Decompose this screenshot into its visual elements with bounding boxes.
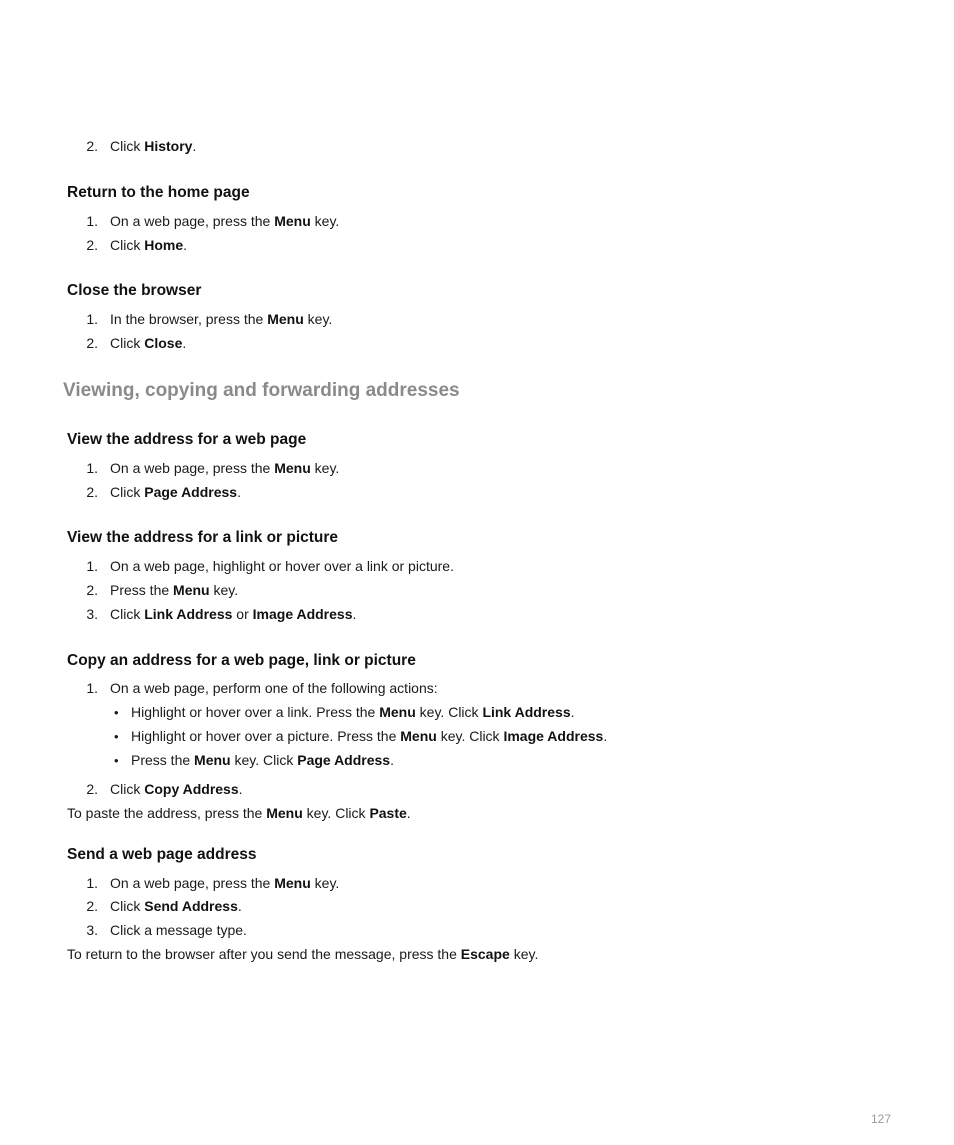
heading-close-browser: Close the browser — [67, 282, 202, 299]
step-text: Click Close. — [110, 335, 187, 351]
step-number: 2. — [86, 898, 98, 914]
step-number: 1. — [86, 460, 98, 476]
ui-term: History — [144, 138, 193, 154]
ui-term: Menu — [274, 460, 311, 476]
step-number: 2. — [86, 237, 98, 253]
ui-term: Menu — [274, 875, 311, 891]
ui-term: Menu — [400, 728, 437, 744]
step-number: 1. — [86, 875, 98, 891]
ui-term: Menu — [274, 213, 311, 229]
step-number: 1. — [86, 680, 98, 696]
step-number: 2. — [86, 582, 98, 598]
ui-term: Menu — [267, 311, 304, 327]
step-text: Click Link Address or Image Address. — [110, 606, 357, 622]
step-number: 3. — [86, 922, 98, 938]
bullet-text: Highlight or hover over a link. Press the Menu key. Click Link Address. — [131, 704, 575, 720]
heading-view-link-address: View the address for a link or picture — [67, 529, 339, 546]
step-text: Press the Menu key. — [110, 582, 239, 598]
heading-send-address: Send a web page address — [67, 846, 257, 863]
bullet-dot: • — [114, 729, 119, 744]
step-text: On a web page, press the Menu key. — [110, 460, 340, 476]
step-number: 3. — [86, 606, 98, 622]
step-text: Click History. — [110, 138, 197, 154]
bullet-text: Press the Menu key. Click Page Address. — [131, 752, 394, 768]
bullet-dot: • — [114, 753, 119, 768]
step-number: 2. — [86, 335, 98, 351]
step-text: Click Send Address. — [110, 898, 242, 914]
ui-term: Link Address — [144, 606, 233, 622]
ui-term: Menu — [173, 582, 210, 598]
note-text: To paste the address, press the Menu key. Click Paste. — [67, 805, 411, 821]
step-number: 1. — [86, 311, 98, 327]
step-text: Click Copy Address. — [110, 781, 243, 797]
heading-view-page-address: View the address for a web page — [67, 431, 307, 448]
step-text: In the browser, press the Menu key. — [110, 311, 333, 327]
ui-term: Send Address — [144, 898, 238, 914]
step-number: 2. — [86, 781, 98, 797]
ui-term: Copy Address — [144, 781, 239, 797]
ui-term: Menu — [266, 805, 303, 821]
ui-term: Close — [144, 335, 183, 351]
step-text: On a web page, highlight or hover over a link or picture. — [110, 558, 454, 574]
step-number: 2. — [86, 138, 98, 154]
ui-term: Home — [144, 237, 184, 253]
ui-term: Image Address — [503, 728, 604, 744]
ui-term: Menu — [379, 704, 416, 720]
step-text: On a web page, press the Menu key. — [110, 213, 340, 229]
note-text: To return to the browser after you send the message, press the Escape key. — [67, 946, 539, 962]
step-number: 1. — [86, 213, 98, 229]
heading-return-home: Return to the home page — [67, 184, 250, 201]
page-number: 127 — [871, 1112, 892, 1126]
ui-term: Image Address — [252, 606, 353, 622]
ui-term: Link Address — [482, 704, 571, 720]
step-text: Click Home. — [110, 237, 188, 253]
heading-copy-address: Copy an address for a web page, link or picture — [67, 652, 416, 669]
ui-term: Menu — [194, 752, 231, 768]
step-text: Click a message type. — [110, 922, 247, 938]
step-text: Click Page Address. — [110, 484, 241, 500]
bullet-dot: • — [114, 705, 119, 720]
ui-term: Page Address — [144, 484, 238, 500]
step-text: On a web page, press the Menu key. — [110, 875, 340, 891]
bullet-text: Highlight or hover over a picture. Press the Menu key. Click Image Address. — [131, 728, 608, 744]
step-text: On a web page, perform one of the following actions: — [110, 680, 438, 696]
ui-term: Page Address — [297, 752, 391, 768]
section-heading: Viewing, copying and forwarding addresses — [63, 380, 460, 401]
step-number: 1. — [86, 558, 98, 574]
ui-term: Escape — [460, 946, 510, 962]
ui-term: Paste — [369, 805, 407, 821]
step-number: 2. — [86, 484, 98, 500]
